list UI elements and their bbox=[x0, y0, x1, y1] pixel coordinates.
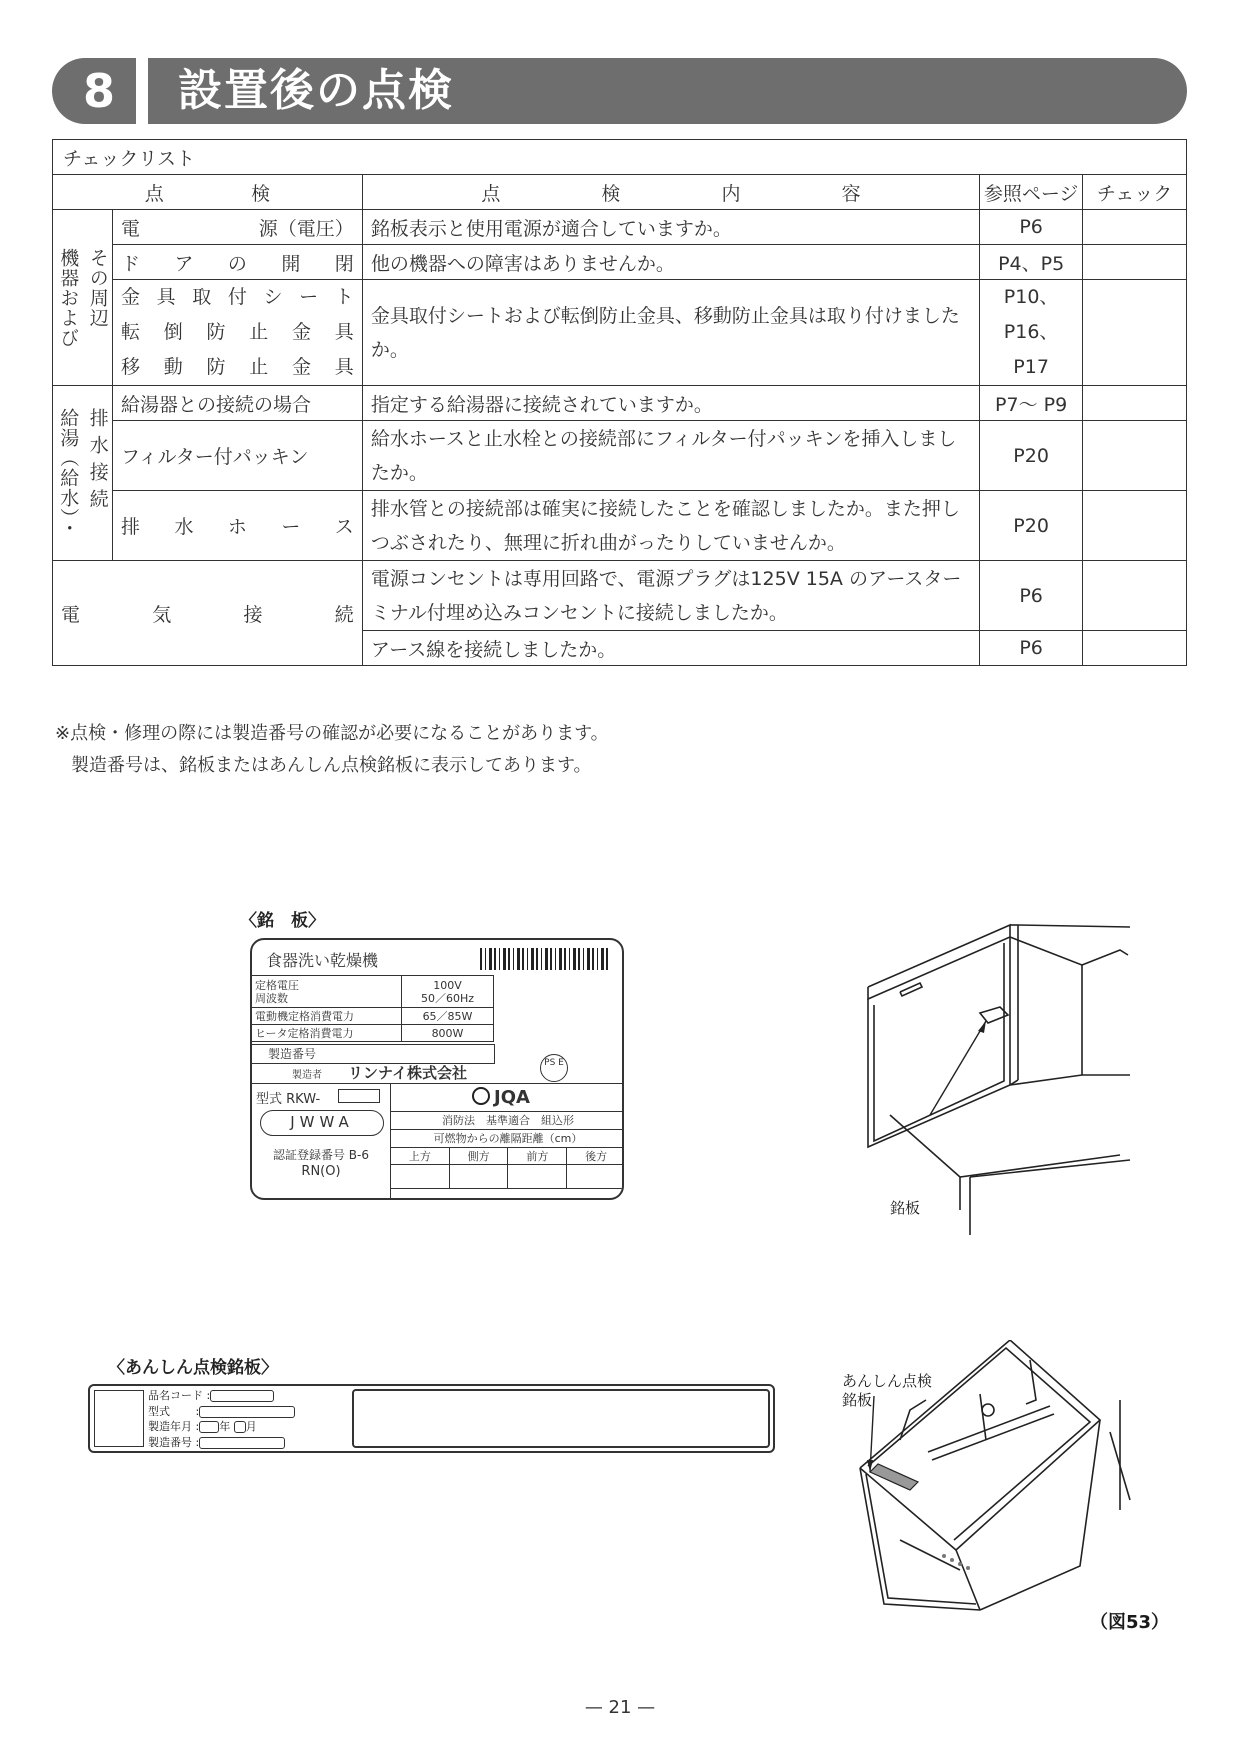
row-power-item: 電 源（電圧） bbox=[112, 210, 362, 245]
plate-model: 型式 RKW- bbox=[256, 1092, 321, 1107]
plate-maker-label: 製造者 bbox=[292, 1070, 322, 1081]
section-title: 設置後の点検 bbox=[148, 58, 1187, 124]
table-row bbox=[53, 561, 1187, 631]
plate-title: 食器洗い乾燥機 bbox=[266, 951, 379, 970]
door-top-edge bbox=[868, 925, 1010, 999]
plate-cert: 認証登録番号 B-6 bbox=[272, 1148, 369, 1162]
table-row bbox=[53, 491, 1187, 561]
note-line-1: ※点検・修理の際には製造番号の確認が必要になることがあります。 bbox=[55, 723, 609, 744]
check-box[interactable] bbox=[1083, 631, 1187, 666]
group-equipment: その周辺 機器および bbox=[53, 210, 113, 386]
check-box[interactable] bbox=[1083, 280, 1187, 386]
group-water: 排水接続 給湯（給水）・ bbox=[53, 386, 113, 561]
model-field bbox=[338, 1089, 380, 1103]
check-box[interactable] bbox=[1083, 210, 1187, 245]
row-electric-ref-2: P6 bbox=[980, 631, 1083, 666]
dishwasher-front-figure bbox=[860, 915, 1132, 1235]
table-row bbox=[53, 210, 1187, 245]
checklist-caption: チェックリスト bbox=[53, 140, 1187, 175]
note bbox=[55, 718, 609, 782]
row-door-item: ド ア の 開 閉 bbox=[112, 245, 362, 280]
row-heater-ref: P7～ P9 bbox=[980, 386, 1083, 421]
pse-mark-icon: PS E bbox=[540, 1054, 568, 1082]
rating-plate-label: 〈銘 板〉 bbox=[240, 911, 325, 931]
table-row bbox=[53, 386, 1187, 421]
page-number: — 21 — bbox=[584, 1697, 656, 1718]
section-header bbox=[52, 58, 1187, 124]
anshin-blank-area bbox=[352, 1389, 770, 1448]
row-packing-content: 給水ホースと止水栓との接続部にフィルター付パッキンを挿入しましたか。 bbox=[362, 421, 979, 491]
row-electric-item: 電 気 接 続 bbox=[53, 561, 363, 666]
anshin-plate-label: 〈あんしん点検銘板〉 bbox=[108, 1358, 278, 1378]
plate-law-table: 消防法 基準適合 組込形 可燃物からの離隔距離（cm） 上方 側方 前方 後方 bbox=[390, 1111, 624, 1189]
header-item: 点 検 bbox=[53, 175, 363, 210]
row-heater-item: 給湯器との接続の場合 bbox=[112, 386, 362, 421]
jqa-logo: JQA bbox=[472, 1087, 530, 1108]
anshin-plate-location bbox=[870, 1464, 918, 1490]
table-row bbox=[53, 245, 1187, 280]
header-check: チェック bbox=[1083, 175, 1187, 210]
table-row bbox=[53, 421, 1187, 491]
check-box[interactable] bbox=[1083, 561, 1187, 631]
fig-bottom-label: あんしん点検 銘板 bbox=[842, 1372, 933, 1409]
anshin-plate bbox=[88, 1384, 775, 1453]
row-fixing-items: 金 具 取 付 シ ー ト 転 倒 防 止 金 具 移 動 防 止 金 具 bbox=[112, 280, 362, 386]
row-drain-content: 排水管との接続部は確実に接続したことを確認しましたか。また押しつぶされたり、無理に折れ曲がったりしていませんか。 bbox=[362, 491, 979, 561]
row-electric-content-1: 電源コンセントは専用回路で、電源プラグは125V 15A のアースターミナル付埋め込みコンセントに接続しましたか。 bbox=[362, 561, 979, 631]
row-electric-content-2: アース線を接続しましたか。 bbox=[362, 631, 979, 666]
figure-caption: （図53） bbox=[1090, 1612, 1170, 1633]
row-drain-item: 排 水 ホ ー ス bbox=[112, 491, 362, 561]
rating-plate bbox=[250, 938, 624, 1200]
row-packing-ref: P20 bbox=[980, 421, 1083, 491]
row-fixing-content: 金具取付シートおよび転倒防止金具、移動防止金具は取り付けましたか。 bbox=[362, 280, 979, 386]
row-power-ref: P6 bbox=[980, 210, 1083, 245]
plate-serial: 製造番号 bbox=[251, 1044, 495, 1064]
row-power-content: 銘板表示と使用電源が適合していますか。 bbox=[362, 210, 979, 245]
row-heater-content: 指定する給湯器に接続されていますか。 bbox=[362, 386, 979, 421]
header-content: 点 検 内 容 bbox=[362, 175, 979, 210]
jwwa-mark: JWWA bbox=[260, 1110, 384, 1136]
fig-top-label: 銘板 bbox=[890, 1199, 921, 1217]
check-box[interactable] bbox=[1083, 421, 1187, 491]
check-box[interactable] bbox=[1083, 386, 1187, 421]
checklist-table bbox=[52, 139, 1187, 666]
plate-spec-table: 定格電圧 周波数 100V 50／60Hz 電動機定格消費電力 65／85W ヒータ定格消費電力 800W bbox=[251, 975, 494, 1042]
row-fixing-ref: P10、 P16、 P17 bbox=[980, 280, 1083, 386]
anshin-fields: 品名コード : 型式 : 製造年月 : 年 月 製造番号 : bbox=[148, 1388, 295, 1450]
check-box[interactable] bbox=[1083, 245, 1187, 280]
section-number: 8 bbox=[52, 58, 136, 124]
barcode-icon bbox=[480, 948, 610, 970]
row-door-ref: P4、P5 bbox=[980, 245, 1083, 280]
table-header-row bbox=[53, 175, 1187, 210]
check-box[interactable] bbox=[1083, 491, 1187, 561]
header-ref: 参照ページ bbox=[980, 175, 1083, 210]
note-line-2: 製造番号は、銘板またはあんしん点検銘板に表示してあります。 bbox=[71, 755, 592, 776]
row-electric-ref-1: P6 bbox=[980, 561, 1083, 631]
plate-maker: リンナイ株式会社 bbox=[348, 1064, 467, 1082]
row-drain-ref: P20 bbox=[980, 491, 1083, 561]
row-door-content: 他の機器への障害はありませんか。 bbox=[362, 245, 979, 280]
plate-rn: RN(O) bbox=[301, 1164, 341, 1179]
row-packing-item: フィルター付パッキン bbox=[112, 421, 362, 491]
jqa-icon bbox=[472, 1087, 490, 1105]
table-row bbox=[53, 280, 1187, 386]
